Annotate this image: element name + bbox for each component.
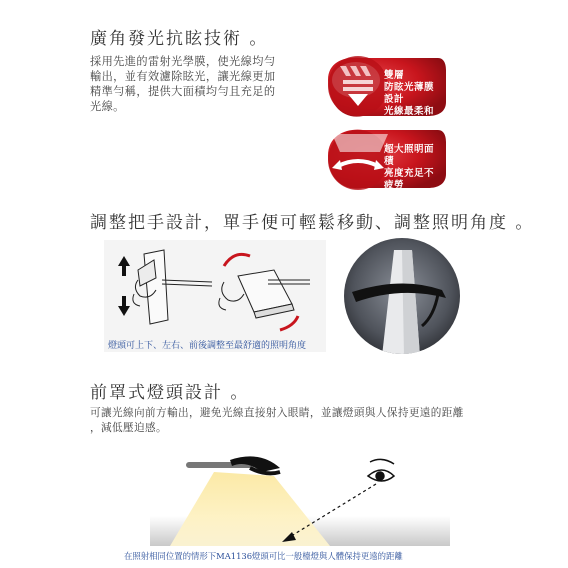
lamp-arm-drawing (186, 456, 280, 473)
rotate-arc-icon (224, 254, 250, 266)
paragraph-line: 精準勻稱，提供大面積均勻且充足的 (90, 85, 276, 98)
badge-line: 超大照明面積 (384, 144, 435, 167)
badge-line: 防眩光薄膜設計 (384, 82, 435, 105)
badge-line: 雙層 (384, 70, 405, 81)
paragraph-line: 採用先進的雷射光學膜，使光線均勻 (90, 55, 276, 68)
hand-adjust-illustration (104, 240, 326, 352)
badge-line: 光線最柔和 (384, 106, 435, 117)
paragraph-line: ，減低壓迫感。 (90, 422, 167, 434)
section1-paragraph (90, 54, 290, 114)
eye-icon (368, 459, 394, 481)
front-cover-illustration (150, 446, 450, 546)
section3-paragraph (90, 406, 490, 436)
lamp-head-drawing (133, 250, 212, 324)
anti-glare-badge (318, 50, 438, 126)
section3-title: 前罩式燈頭設計 。 (90, 383, 250, 403)
paragraph-line: 輸出，並有效濾除眩光，讓光線更加 (90, 70, 276, 83)
illumination-badge (318, 122, 438, 198)
adjust-caption: 燈頭可上下、左右、前後調整至最舒適的照明角度 (108, 341, 307, 351)
lamp-head-photo (342, 236, 462, 356)
badge-line: 亮度充足不疲勞 (384, 168, 435, 191)
section1-title: 廣角發光抗眩技術 。 (90, 29, 269, 49)
adjust-illustration-panel (104, 240, 326, 352)
front-cover-caption: 在照射相同位置的情形下MA1136燈頭可比一般檯燈與人體保持更遠的距離 (124, 551, 403, 561)
section2-title: 調整把手設計，單手便可輕鬆移動、調整照明角度 。 (90, 213, 535, 233)
paragraph-line: 光線。 (90, 100, 125, 113)
paragraph-line: 可讓光線向前方輸出，避免光線直接射入眼睛，並讓燈頭與人保持更遠的距離 (90, 407, 464, 419)
up-down-arrows-icon (118, 256, 130, 316)
